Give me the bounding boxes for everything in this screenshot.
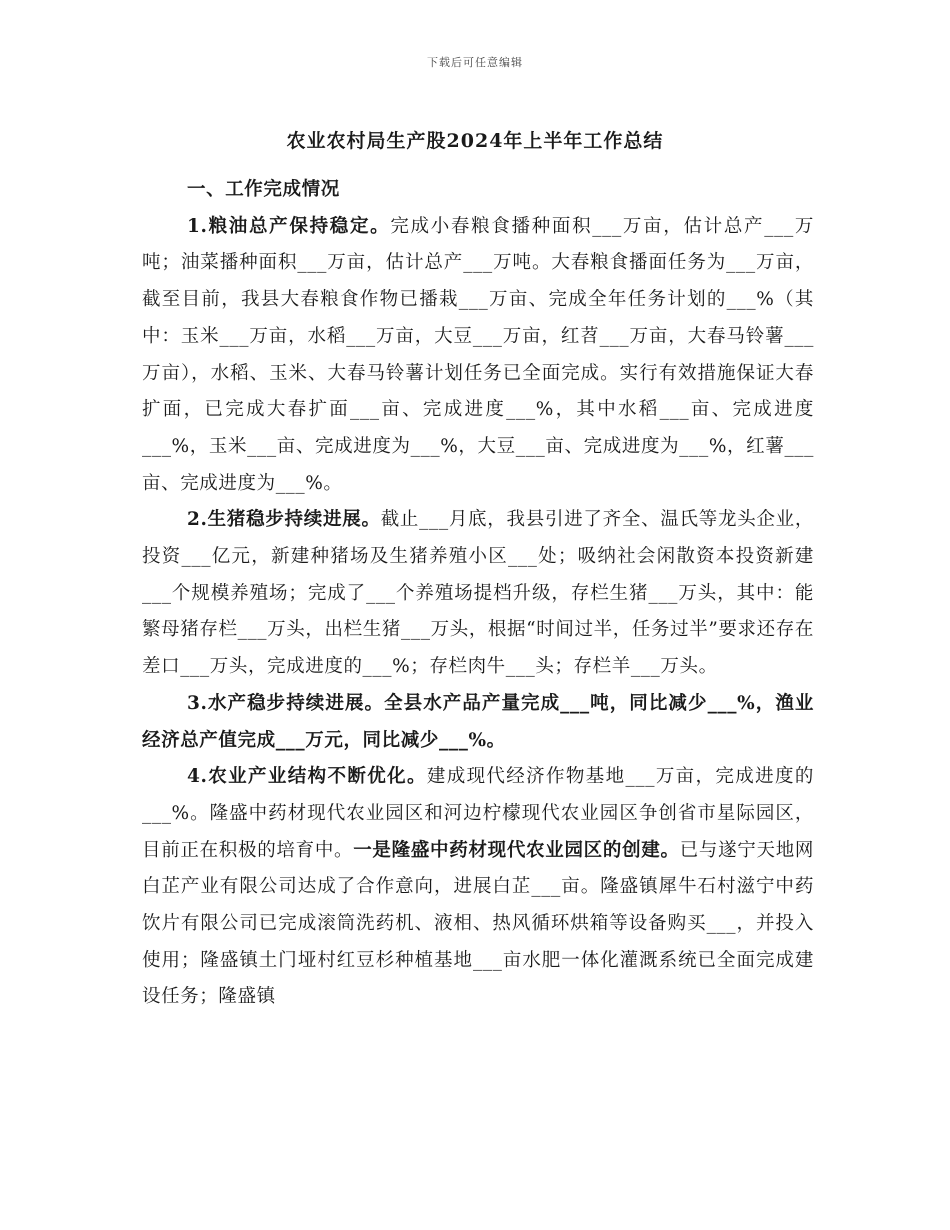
- paragraph-grain-oil: [142, 209, 814, 503]
- header-note: 下载后可任意编辑: [427, 56, 523, 69]
- paragraph-emphasis: 一是隆盛中药材现代农业园区的创建。: [353, 839, 680, 861]
- paragraph-lead: 2.生猪稳步持续进展。: [187, 509, 381, 531]
- paragraph-text: 3.水产稳步持续进展。全县水产品产量完成___吨，同比减少___%，渔业经济总产值完成___万元，同比减少___%。: [142, 692, 814, 751]
- paragraph-pig: [142, 502, 814, 686]
- paragraph-aquatic: [142, 686, 814, 759]
- section-heading: 一、工作完成情况: [187, 179, 340, 200]
- document-body: [142, 172, 814, 1016]
- paragraph-industry-structure: [142, 759, 814, 1016]
- document-title: 农业农村局生产股2024年上半年工作总结: [286, 130, 664, 152]
- paragraph-text: 截止___月底，我县引进了齐全、温氏等龙头企业，投资___亿元，新建种猪场及生猪养殖小区___处；吸纳社会闲散资本投资新建___个规模养殖场；完成了___个养殖场提档升级，存栏生猪___万头，其中：能繁母猪存栏___万头，出栏生猪___万头，根据“时间过半，任务过半”要求还存在差口___万头，完成进度的___%；存栏肉牛___头；存栏羊___万头。: [142, 509, 814, 678]
- paragraph-text: 完成小春粮食播种面积___万亩，估计总产___万吨；油菜播种面积___万亩，估计总产___万吨。大春粮食播面任务为___万亩，截至目前，我县大春粮食作物已播栽___万亩、完成全年任务计划的___%（其中：玉米___万亩，水稻___万亩，大豆___万亩，红苕___万亩，大春马铃薯___万亩），水稻、玉米、大春马铃薯计划任务已全面完成。实行有效措施保证大春扩面，已完成大春扩面___亩、完成进度___%，其中水稻___亩、完成进度___%，玉米___亩、完成进度为___%，大豆___亩、完成进度为___%，红薯___亩、完成进度为___%。: [142, 215, 814, 494]
- paragraph-text: 建成现代经济作物基地___万亩，完成进度的___%。隆盛中药材现代农业园区和河边柠檬现代农业园区争创省市星际园区，目前正在积极的培育中。: [142, 766, 814, 861]
- paragraph-lead: 4.农业产业结构不断优化。: [187, 766, 427, 788]
- paragraph-text: 已与遂宁天地网白芷产业有限公司达成了合作意向，进展白芷___亩。隆盛镇犀牛石村滋宁中药饮片有限公司已完成滚筒洗药机、液相、热风循环烘箱等设备购买___，并投入使用；隆盛镇土门垭村红豆杉种植基地___亩水肥一体化灌溉系统已全面完成建设任务；隆盛镇: [142, 839, 815, 1008]
- paragraph-lead: 1.粮油总产保持稳定。: [187, 215, 391, 237]
